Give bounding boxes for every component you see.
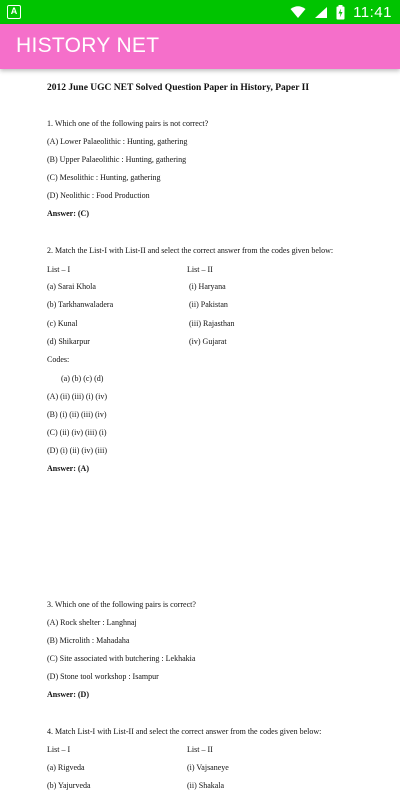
q2-list2-item: (iv) Gujarat <box>189 337 227 346</box>
q4-list2-header: List – II <box>187 745 213 754</box>
status-time: 11:41 <box>353 3 392 21</box>
battery-charging-icon <box>336 5 345 20</box>
wifi-icon <box>290 6 306 19</box>
q4-list1-header: List – I <box>47 745 71 754</box>
q2-list2-item: (iii) Rajasthan <box>189 319 235 328</box>
q1-option-a: (A) Lower Palaeolithic : Hunting, gathering <box>47 137 188 146</box>
q2-codes-header: (a) (b) (c) (d) <box>61 374 104 383</box>
q3-option-c: (C) Site associated with butchering : Lekhakia <box>47 654 196 663</box>
q3-answer: Answer: (D) <box>47 690 89 699</box>
q1-answer: Answer: (C) <box>47 209 89 218</box>
question-3: 3. Which one of the following pairs is correct? <box>47 600 196 609</box>
status-indicators <box>290 0 392 24</box>
document-title: 2012 June UGC NET Solved Question Paper in History, Paper II <box>47 83 310 93</box>
q2-code-c: (C) (ii) (iv) (iii) (i) <box>47 428 107 437</box>
q4-list1-item: (b) Yajurveda <box>47 781 91 790</box>
q4-list2-item: (ii) Shakala <box>187 781 225 790</box>
signal-icon <box>314 6 328 19</box>
q2-code-d: (D) (i) (ii) (iv) (iii) <box>47 446 107 455</box>
q2-code-a: (A) (ii) (iii) (i) (iv) <box>47 392 107 401</box>
q2-codes-label: Codes: <box>47 355 70 364</box>
q2-list1-header: List – I <box>47 265 71 274</box>
question-4: 4. Match List-I with List-II and select the correct answer from the codes given below: <box>47 727 322 736</box>
q2-code-b: (B) (i) (ii) (iii) (iv) <box>47 410 107 419</box>
q3-option-d: (D) Stone tool workshop : Isampur <box>47 672 159 681</box>
q3-option-a: (A) Rock shelter : Langhnaj <box>47 618 137 627</box>
app-notification-icon: A <box>7 5 21 19</box>
q3-option-b: (B) Microlith : Mahadaha <box>47 636 130 645</box>
status-bar <box>0 0 400 24</box>
q2-answer: Answer: (A) <box>47 464 89 473</box>
app-bar <box>0 24 400 69</box>
app-title: HISTORY NET <box>16 34 160 57</box>
q2-list1-item: (b) Tarkhanwaladera <box>47 300 114 309</box>
q2-list2-item: (i) Haryana <box>189 282 226 291</box>
q2-list1-item: (a) Sarai Khola <box>47 282 96 291</box>
q1-option-d: (D) Neolithic : Food Production <box>47 191 150 200</box>
document-content[interactable] <box>0 69 400 800</box>
q2-list2-item: (ii) Pakistan <box>189 300 228 309</box>
q4-list1-item: (a) Rigveda <box>47 763 85 772</box>
question-1: 1. Which one of the following pairs is not correct? <box>47 119 209 128</box>
question-2: 2. Match the List-I with List-II and select the correct answer from the codes given below: <box>47 246 334 255</box>
q1-option-c: (C) Mesolithic : Hunting, gathering <box>47 173 161 182</box>
q2-list1-item: (c) Kunal <box>47 319 78 328</box>
q2-list2-header: List – II <box>187 265 213 274</box>
q4-list2-item: (i) Vajsaneye <box>187 763 229 772</box>
q1-option-b: (B) Upper Palaeolithic : Hunting, gathering <box>47 155 187 164</box>
q2-list1-item: (d) Shikarpur <box>47 337 90 346</box>
